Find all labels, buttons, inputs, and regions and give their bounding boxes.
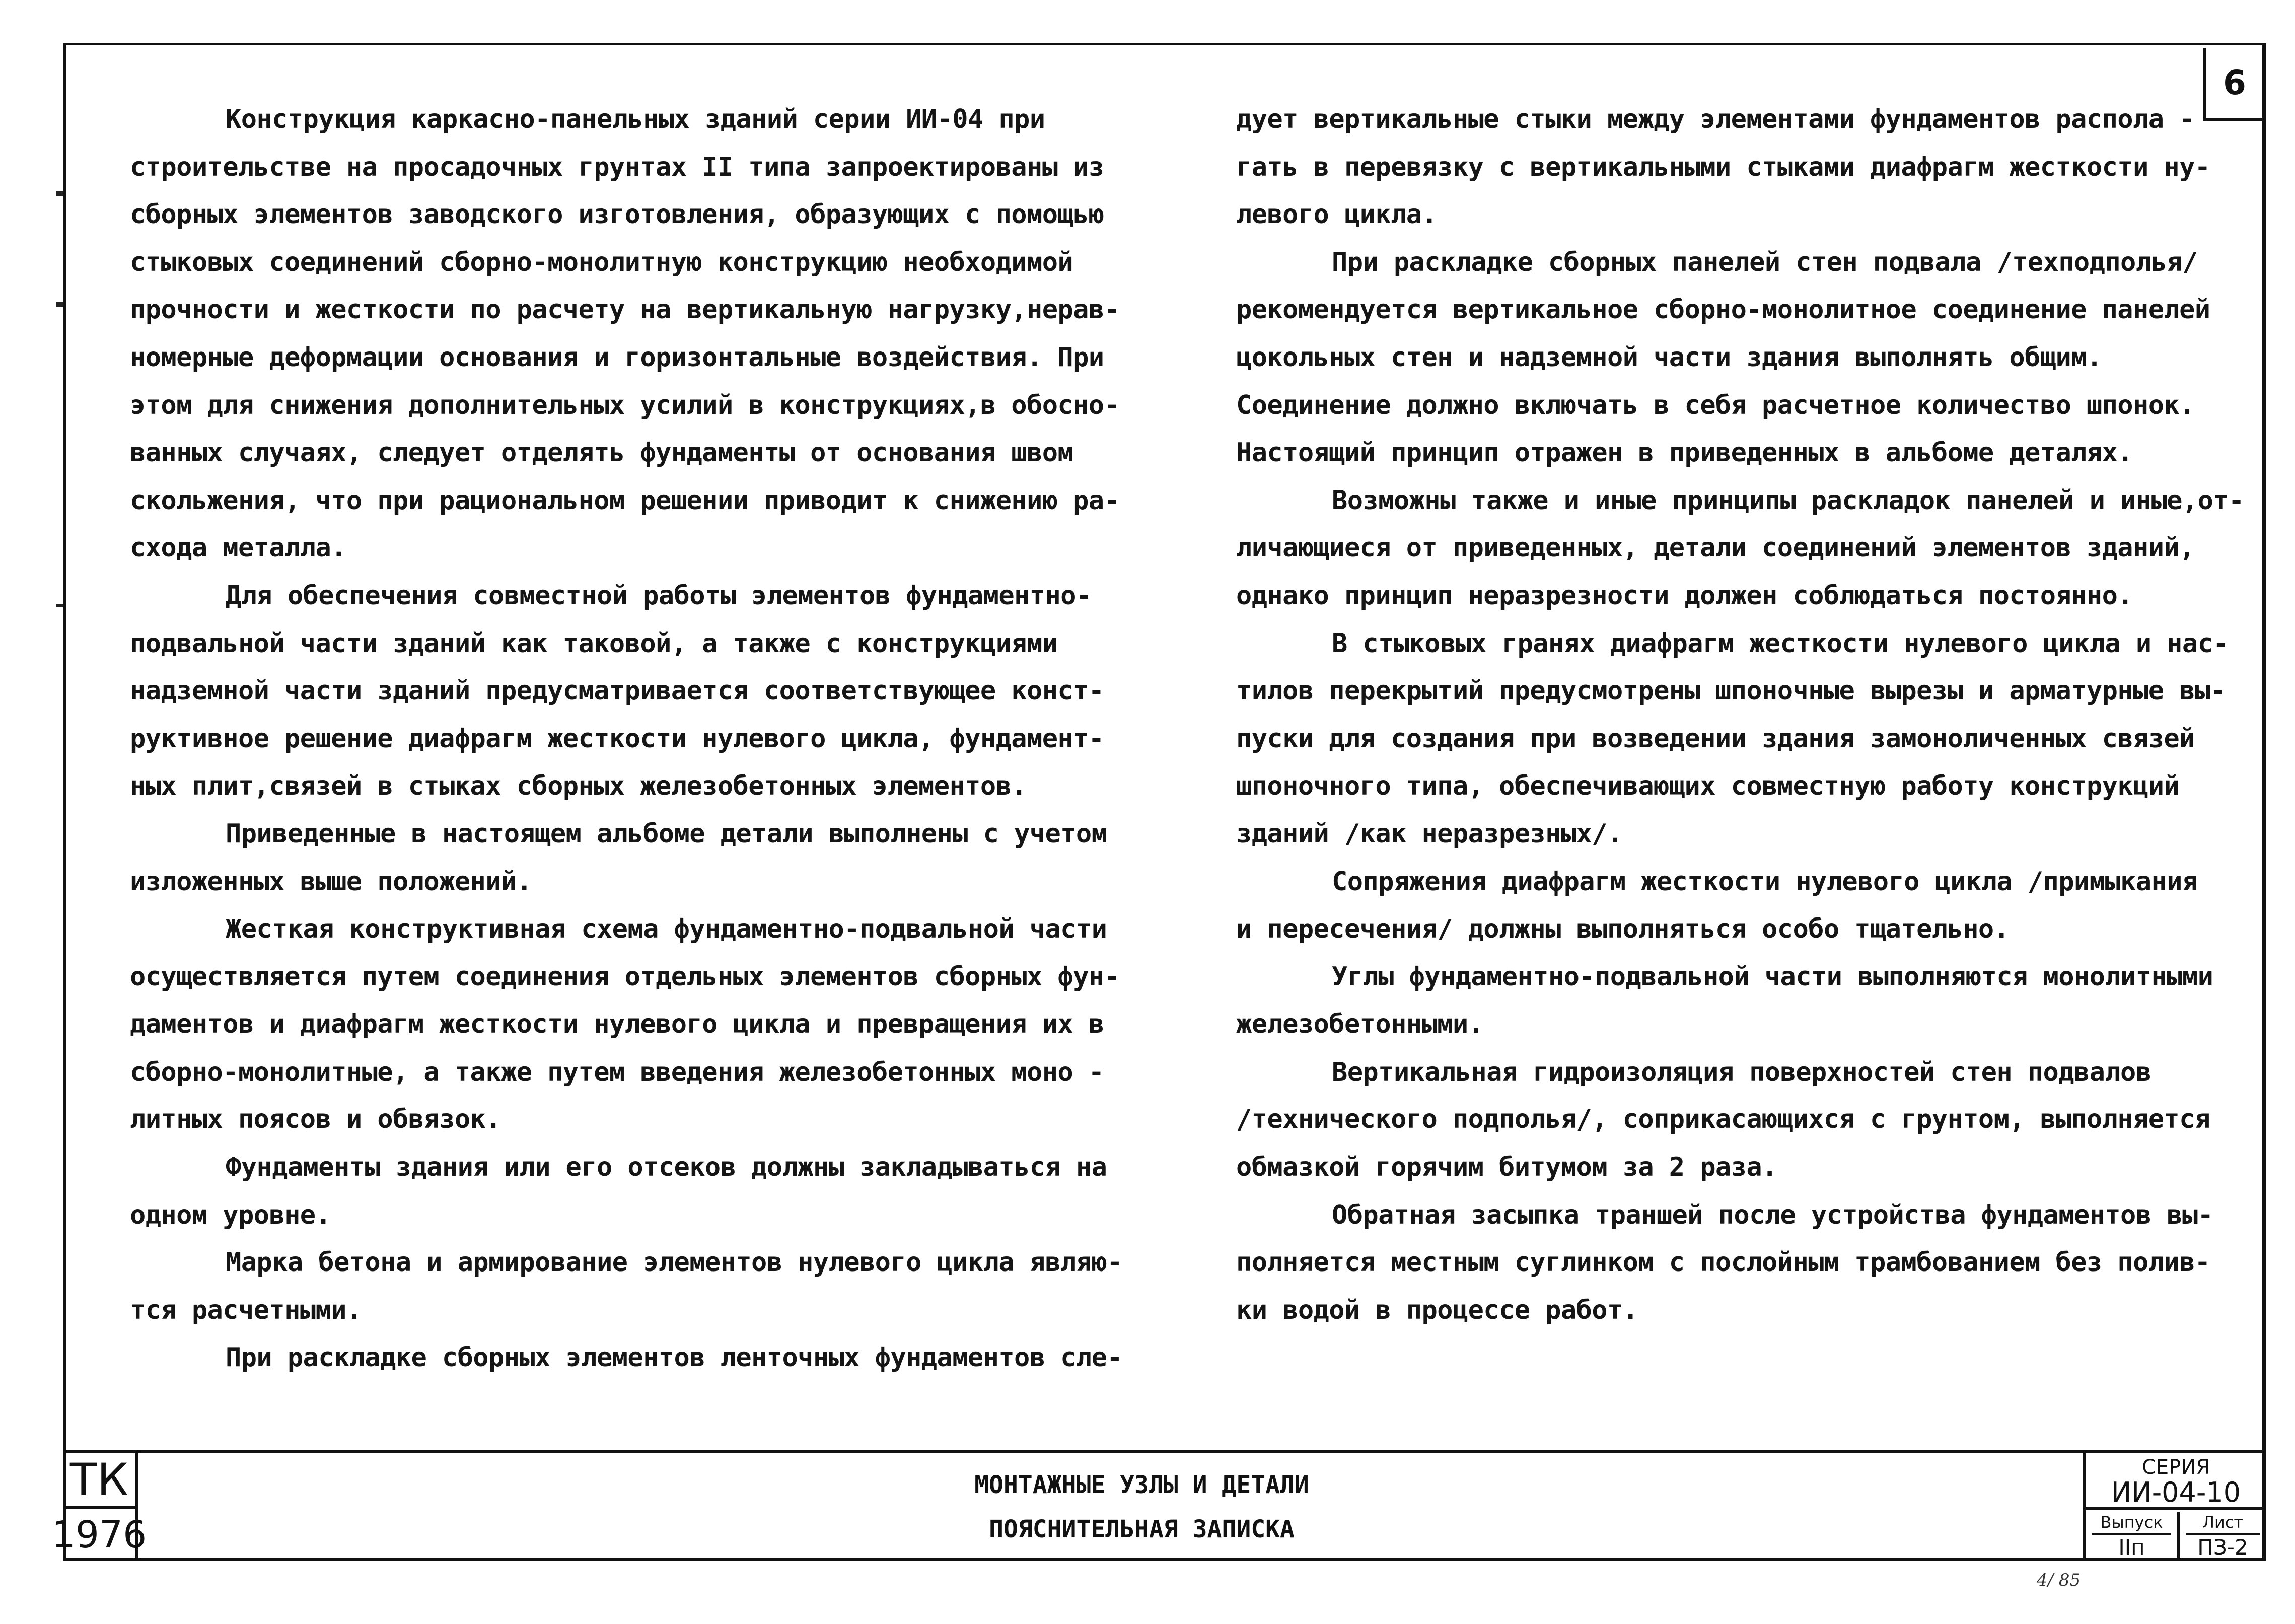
title-block: [51, 1450, 2266, 1561]
text-line: Обратная засыпка траншей после устройства фундаментов вы-: [1332, 1199, 2213, 1230]
text-line: Углы фундаментно-подвальной части выполняются монолитными: [1332, 961, 2213, 992]
text-line: осуществляется путем соединения отдельных элементов сборных фун-: [130, 961, 1120, 992]
text-line: При раскладке сборных панелей стен подвала /техподполья/: [1332, 247, 2198, 277]
handwritten-note: 4/ 85: [2037, 1570, 2081, 1590]
right-text-column: [1236, 96, 2244, 1334]
text-line: этом для снижения дополнительных усилий в конструкциях,в обосно-: [130, 390, 1120, 420]
document-title: [138, 1453, 2145, 1561]
text-line: обмазкой горячим битумом за 2 раза.: [1236, 1152, 1777, 1183]
text-line: номерные деформации основания и горизонтальные воздействия. При: [130, 342, 1104, 373]
sheet-cell: [2180, 1512, 2266, 1561]
text-line: рекомендуется вертикальное сборно-монолитное соединение панелей: [1236, 295, 2210, 325]
text-line: Настоящий принцип отражен в приведенных в альбоме деталях.: [1236, 438, 2133, 468]
text-line: левого цикла.: [1236, 199, 1438, 230]
text-line: Фундаменты здания или его отсеков должны закладываться на: [226, 1152, 1107, 1183]
text-line: ки водой в процессе работ.: [1236, 1295, 1638, 1325]
text-line: надземной части зданий предусматривается соответствующее конст-: [130, 676, 1104, 707]
text-line: зданий /как неразрезных/.: [1236, 818, 1623, 849]
series-code: ИИ-04-10: [2086, 1477, 2266, 1510]
organization-cell: [51, 1453, 147, 1561]
text-line: В стыковых гранях диафрагм жесткости нулевого цикла и нас-: [1332, 628, 2229, 659]
text-line: тилов перекрытий предусмотрены шпоночные вырезы и арматурные вы-: [1236, 676, 2226, 707]
text-line: ванных случаях, следует отделять фундаменты от основания швом: [130, 438, 1073, 468]
text-line: Приведенные в настоящем альбоме детали выполнены с учетом: [226, 818, 1107, 849]
text-line: шпоночного типа, обеспечивающих совместную работу конструкций: [1236, 771, 2180, 802]
left-text-column: [130, 96, 1122, 1382]
text-line: /технического подполья/, соприкасающихся с грунтом, выполняется: [1236, 1104, 2210, 1135]
text-line: прочности и жесткости по расчету на вертикальную нагрузку,нерав-: [130, 295, 1120, 325]
text-line: изложенных выше положений.: [130, 866, 532, 897]
text-line: литных поясов и обвязок.: [130, 1104, 501, 1135]
sheet-label: Лист: [2202, 1513, 2244, 1532]
text-line: Жесткая конструктивная схема фундаментно-подвальной части: [226, 914, 1107, 945]
page-number: 6: [2203, 48, 2263, 121]
issue-value: IIп: [2092, 1533, 2171, 1560]
text-line: Марка бетона и армирование элементов нулевого цикла являю-: [226, 1247, 1122, 1278]
text-line: Конструкция каркасно-панельных зданий серии ИИ-04 при: [226, 104, 1045, 134]
text-line: пуски для создания при возведении здания замоноличенных связей: [1236, 723, 2195, 754]
text-line: даментов и диафрагм жесткости нулевого цикла и превращения их в: [130, 1009, 1104, 1040]
text-line: и пересечения/ должны выполняться особо тщательно.: [1236, 914, 2010, 945]
text-line: стыковых соединений сборно-монолитную конструкцию необходимой: [130, 247, 1073, 277]
text-line: строительстве на просадочных грунтах II типа запроектированы из: [130, 152, 1104, 182]
text-line: железобетонными.: [1236, 1009, 1484, 1040]
text-line: одном уровне.: [130, 1199, 331, 1230]
organization-code: ТК: [63, 1453, 135, 1509]
title-line-1: МОНТАЖНЫЕ УЗЛЫ И ДЕТАЛИ: [974, 1471, 1309, 1499]
text-line: дует вертикальные стыки между элементами фундаментов распола -: [1236, 104, 2195, 134]
text-line: цокольных стен и надземной части здания выполнять общим.: [1236, 342, 2102, 373]
text-line: гать в перевязку с вертикальными стыками диафрагм жесткости ну-: [1236, 152, 2210, 182]
text-line: руктивное решение диафрагм жесткости нулевого цикла, фундамент-: [130, 723, 1104, 754]
text-line: сборных элементов заводского изготовления, образующих с помощью: [130, 199, 1104, 230]
issue-label: Выпуск: [2100, 1513, 2163, 1532]
text-line: полняется местным суглинком с послойным трамбованием без полив-: [1236, 1247, 2210, 1278]
text-line: подвальной части зданий как таковой, а также с конструкциями: [130, 628, 1058, 659]
text-line: Сопряжения диафрагм жесткости нулевого цикла /примыкания: [1332, 866, 2198, 897]
text-line: тся расчетными.: [130, 1295, 362, 1325]
text-line: Соединение должно включать в себя расчетное количество шпонок.: [1236, 390, 2195, 420]
text-line: ных плит,связей в стыках сборных железобетонных элементов.: [130, 771, 1027, 802]
text-line: Возможны также и иные принципы раскладок панелей и иные,от-: [1332, 485, 2244, 516]
text-line: схода металла.: [130, 533, 346, 563]
series-cell: [2083, 1453, 2266, 1561]
text-line: скольжения, что при рациональном решении приводит к снижению ра-: [130, 485, 1120, 516]
series-label: СЕРИЯ: [2141, 1456, 2210, 1479]
text-line: При раскладке сборных элементов ленточных фундаментов сле-: [226, 1343, 1122, 1373]
text-line: личающиеся от приведенных, детали соединений элементов зданий,: [1236, 533, 2195, 563]
issue-year: 1976: [51, 1513, 147, 1557]
title-line-2: ПОЯСНИТЕЛЬНАЯ ЗАПИСКА: [989, 1515, 1295, 1543]
text-line: Вертикальная гидроизоляция поверхностей стен подвалов: [1332, 1056, 2151, 1087]
issue-cell: [2086, 1512, 2180, 1561]
sheet-value: ПЗ-2: [2186, 1533, 2260, 1560]
text-line: Для обеспечения совместной работы элементов фундаментно-: [226, 580, 1092, 611]
text-line: сборно-монолитные, а также путем введения железобетонных моно -: [130, 1056, 1104, 1087]
text-line: однако принцип неразрезности должен соблюдаться постоянно.: [1236, 580, 2133, 611]
